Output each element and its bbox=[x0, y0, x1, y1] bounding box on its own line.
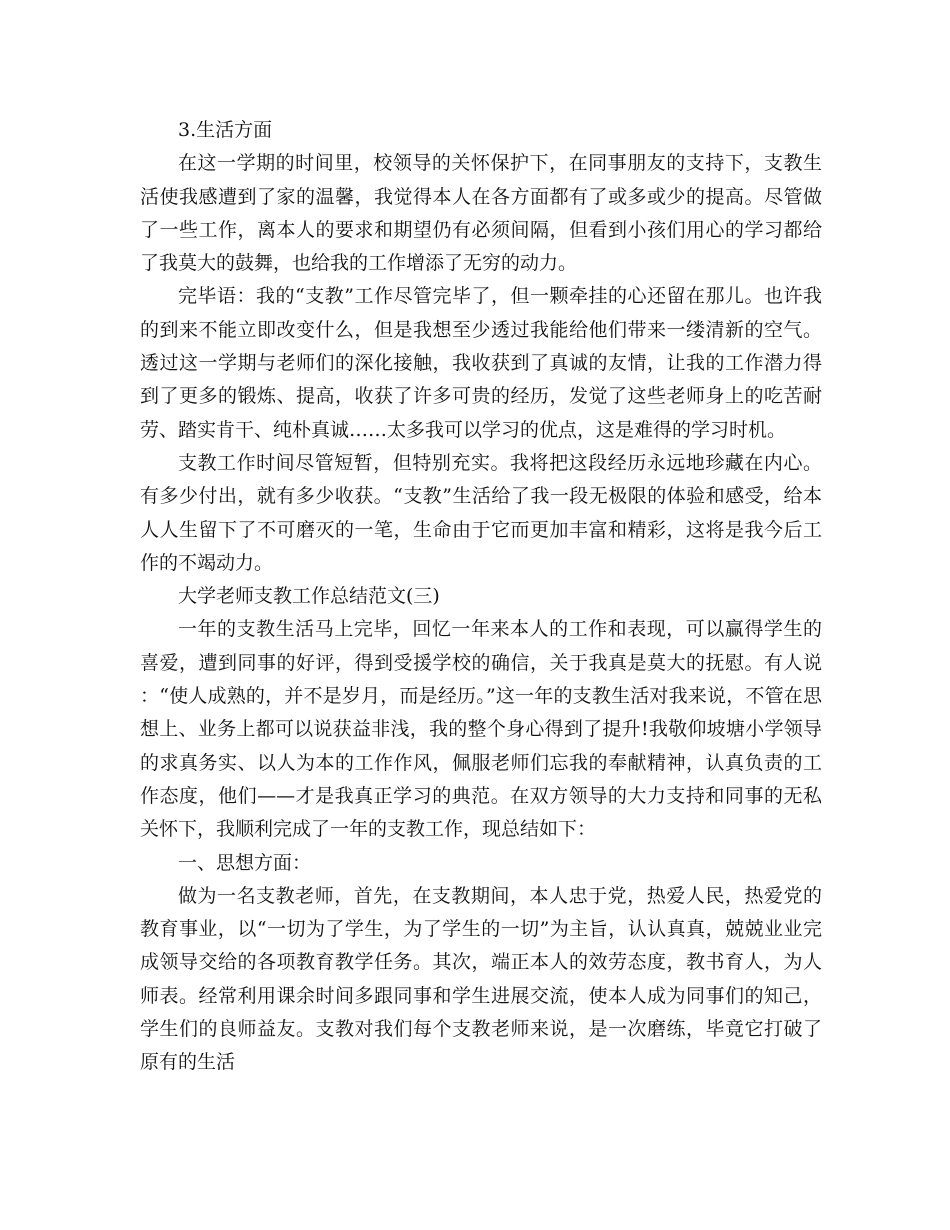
section-title: 大学老师支教工作总结范文(三) bbox=[178, 585, 440, 608]
paragraph: 做为一名支教老师，首先，在支教期间，本人忠于党，热爱人民，热爱党的教育事业，以“一切为了学生，为了学生的一切”为主旨，认认真真，兢兢业业完成领导交给的各项教育教学任务。其次，端正本人的效劳态度，教书育人，为人师表。经常利用课余时间多跟同事和学生进展交流，使本人成为同事们的知己，学生们的良师益友。支教对我们每个支教老师来说，是一次磨练，毕竟它打破了原有的生活 bbox=[140, 884, 822, 1074]
paragraph: 支教工作时间尽管短暂，但特别充实。我将把这段经历永远地珍藏在内心。有多少付出，就有多少收获。“支教”生活给了我一段无极限的体验和感受，给本人人生留下了不可磨灭的一笔，生命由于它而更加丰富和精彩，这将是我今后工作的不竭动力。 bbox=[140, 451, 822, 574]
section-heading-life: 3.生活方面 bbox=[178, 119, 273, 141]
paragraph: 在这一学期的时间里，校领导的关怀保护下，在同事朋友的支持下，支教生活使我感遭到了家的温馨，我觉得本人在各方面都有了或多或少的提高。尽管做了一些工作，离本人的要求和期望仍有必须间隔，但看到小孩们用心的学习都给了我莫大的鼓舞，也给我的工作增添了无穷的动力。 bbox=[140, 152, 822, 275]
section-heading-thought: 一、思想方面： bbox=[178, 851, 312, 874]
paragraph: 完毕语：我的“支教”工作尽管完毕了，但一颗牵挂的心还留在那儿。也许我的到来不能立即改变什么，但是我想至少透过我能给他们带来一缕清新的空气。透过这一学期与老师们的深化接触，我收获到了真诚的友情，让我的工作潜力得到了更多的锻炼、提高，收获了许多可贵的经历，发觉了这些老师身上的吃苦耐劳、踏实肯干、纯朴真诚……太多我可以学习的优点，这是难得的学习时机。 bbox=[140, 285, 822, 441]
paragraph: 一年的支教生活马上完毕，回忆一年来本人的工作和表现，可以赢得学生的喜爱，遭到同事的好评，得到受援学校的确信，关于我真是莫大的抚慰。有人说：“使人成熟的，并不是岁月，而是经历。”这一年的支教生活对我来说，不管在思想上、业务上都可以说获益非浅，我的整个身心得到了提升!我敬仰坡塘小学领导的求真务实、以人为本的工作作风，佩服老师们忘我的奉献精神，认真负责的工作态度，他们——才是我真正学习的典范。在双方领导的大力支持和同事的无私关怀下，我顺利完成了一年的支教工作，现总结如下： bbox=[140, 618, 822, 841]
document-body bbox=[140, 114, 822, 1080]
